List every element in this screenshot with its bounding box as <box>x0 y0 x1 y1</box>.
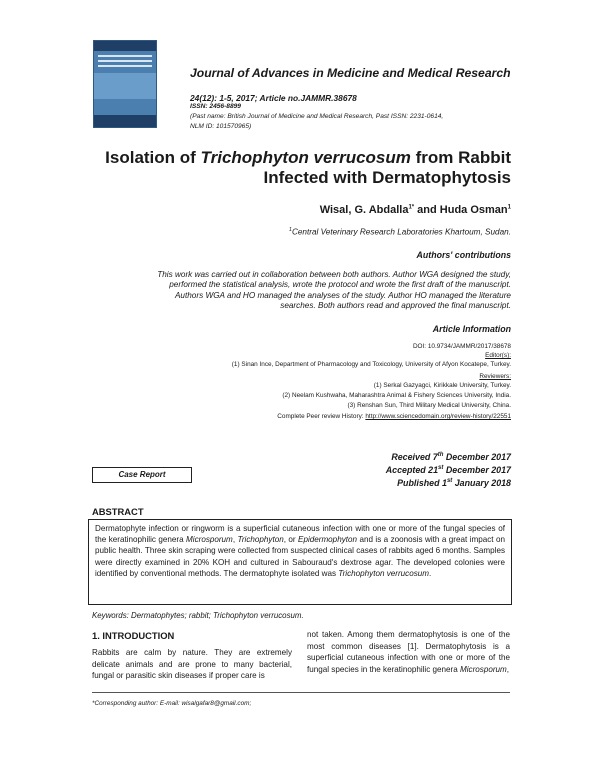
article-info-heading: Article Information <box>432 324 511 334</box>
reviewer-3: (3) Renshan Sun, Third Military Medical University, China. <box>347 402 511 409</box>
abstract-heading: ABSTRACT <box>92 506 144 517</box>
article-dates <box>386 450 511 489</box>
authors: Wisal, G. Abdalla$^{1*}$ and Huda Osman$^1$ <box>319 204 511 216</box>
intro-column-1: Rabbits are calm by nature. They are extremely delicate animals and are prone to many bacterial, fungal or parasitic skin diseases if proper care is <box>92 648 292 680</box>
journal-title: Journal of Advances in Medicine and Medical Research <box>190 66 511 80</box>
footnote-divider <box>92 692 510 693</box>
issn: ISSN: 2456-8899 <box>190 103 241 110</box>
keywords: Keywords: Dermatophytes; rabbit; Trichophyton verrucosum. <box>92 611 304 620</box>
volume-info: 24(12): 1-5, 2017; Article no.JAMMR.38678 <box>190 93 357 103</box>
received-date: Received 7th December 2017 <box>391 451 511 462</box>
article-title: Isolation of Trichophyton verrucosum from Rabbit Infected with Dermatophytosis <box>105 148 511 187</box>
published-date: Published 1st January 2018 <box>397 477 511 488</box>
contributions-text: This work was carried out in collaboration between both authors. Author WGA designed the study, performed the statistical analysis, wrote the protocol and wrote the first draft of the manuscript. Authors WGA and HO managed the analyses of the study. Author HO managed the literature searches. Both authors read and approved the final manuscript. <box>157 270 511 311</box>
reviewer-1: (1) Serkal Gazyagci, Kirikkale University, Turkey. <box>373 382 511 389</box>
doi: DOI: 10.9734/JAMMR/2017/38678 <box>412 343 511 350</box>
corresponding-author-footnote: *Corresponding author: E-mail: wisalgafar8@gmail.com; <box>92 700 252 707</box>
introduction-heading: 1. INTRODUCTION <box>92 630 175 641</box>
journal-cover-image <box>93 40 157 128</box>
intro-column-2: not taken. Among them dermatophytosis is one of the most common diseases [1]. Dermatophytosis is a superficial cutaneous infection with one or more of the fungal species in the keratinophilic genera Microsporum, <box>307 630 510 674</box>
peer-review-history: Complete Peer review History: http://www.sciencedomain.org/review-history/22551 <box>277 413 511 420</box>
reviewer-2: (2) Neelam Kushwaha, Maharashtra Animal & Fishery Sciences University, India. <box>282 392 511 399</box>
case-report-label: Case Report <box>92 467 192 483</box>
peer-review-link[interactable]: http://www.sciencedomain.org/review-history/22551 <box>365 413 511 420</box>
abstract-text: Dermatophyte infection or ringworm is a superficial cutaneous infection with one or more of the fungal species of the keratinophilic genera Microsporum, Trichophyton, or Epidermophyton and is a zoonosis with a great impact on public health. Three skin scraping were collected from suspected clinical cases of rabbits aged 6 months. Samples were directly examined in 20% KOH and cultured in Sabouraud's dextrose agar. The developed colonies were identified by conventional methods. The dermatophyte isolated was Trichophyton verrucosum. <box>95 524 505 578</box>
affiliation: $^1$Central Veterinary Research Laboratories Khartoum, Sudan. <box>288 227 511 237</box>
accepted-date: Accepted 21st December 2017 <box>385 464 511 475</box>
contributions-heading: Authors' contributions <box>416 250 511 260</box>
editors-label: Editor(s): <box>485 352 511 359</box>
reviewers-label: Reviewers: <box>479 373 511 380</box>
editor-1: (1) Sinan Ince, Department of Pharmacology and Toxicology, University of Afyon Kocatepe, Turkey. <box>231 361 511 368</box>
past-name: (Past name: British Journal of Medicine and Medical Research, Past ISSN: 2231-0614, NLM ID: 101570965) <box>190 113 444 130</box>
